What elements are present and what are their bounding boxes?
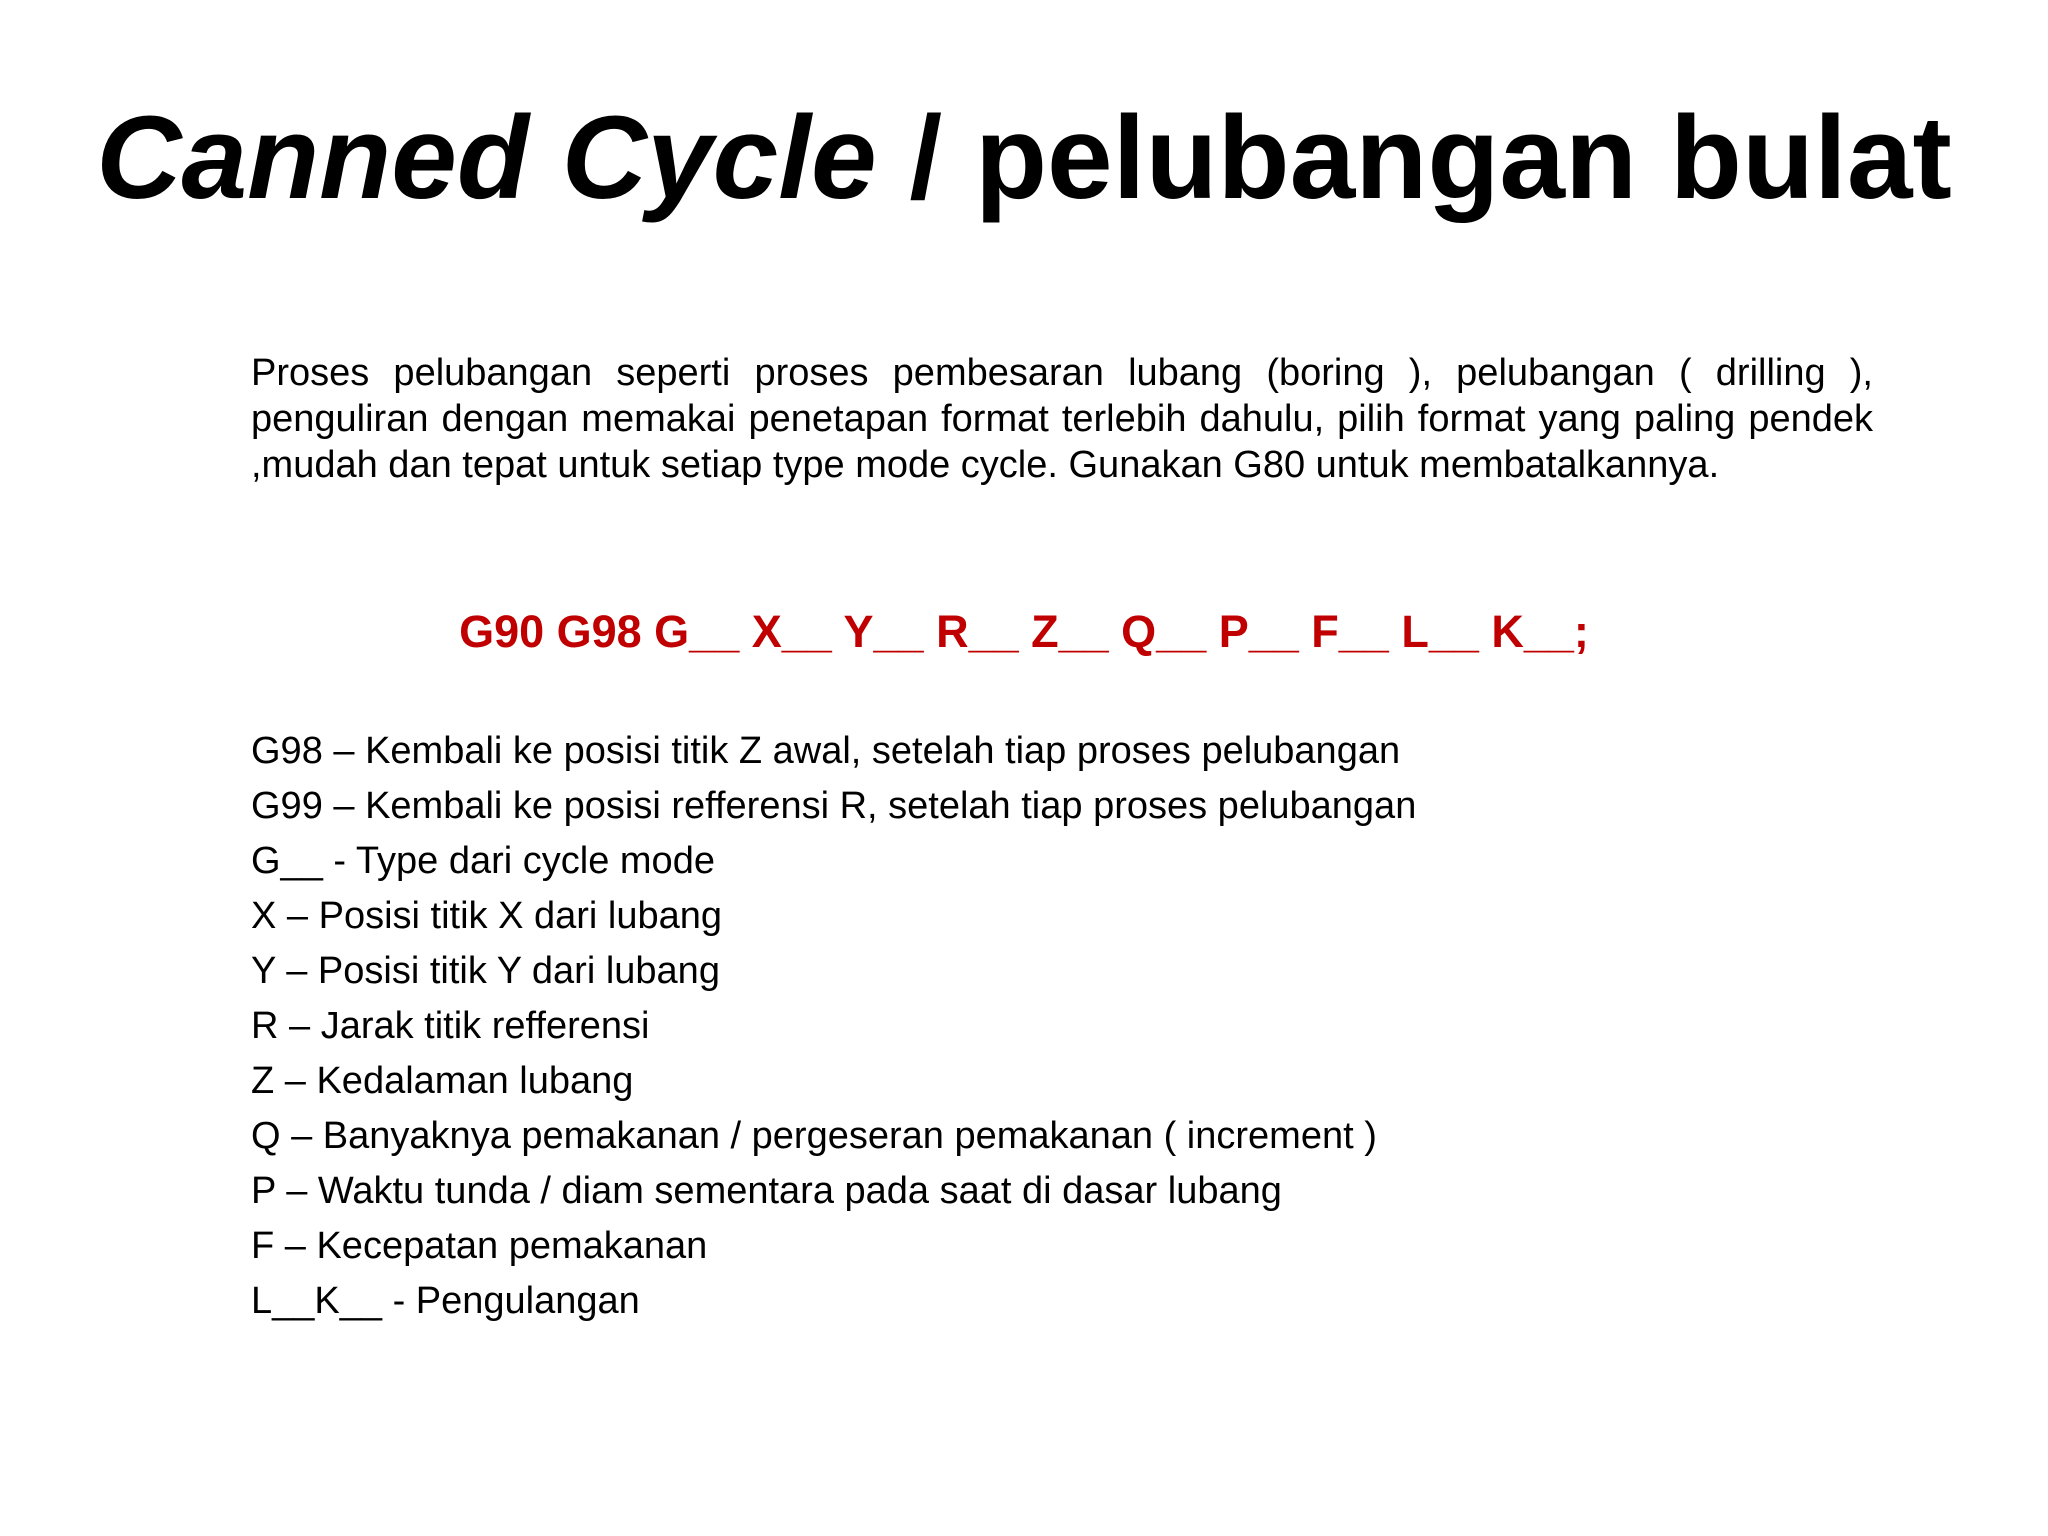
parameter-item: P – Waktu tunda / diam sementara pada saat di dasar lubang <box>251 1170 1282 1212</box>
parameter-list <box>251 724 1416 1329</box>
slide-title <box>0 88 2048 228</box>
parameter-item: Y – Posisi titik Y dari lubang <box>251 950 720 992</box>
parameter-item: G99 – Kembali ke posisi refferensi R, setelah tiap proses pelubangan <box>251 785 1417 827</box>
parameter-item: F – Kecepatan pemakanan <box>251 1225 708 1267</box>
slide-title-rest: / pelubangan bulat <box>876 92 1952 224</box>
parameter-item: Z – Kedalaman lubang <box>251 1060 634 1102</box>
slide-title-italic: Canned Cycle <box>96 92 877 224</box>
parameter-item: R – Jarak titik refferensi <box>251 1005 650 1047</box>
intro-paragraph: Proses pelubangan seperti proses pembesaran lubang (boring ), pelubangan ( drilling ), penguliran dengan memakai penetapan format terlebih dahulu, pilih format yang paling pendek ,mudah dan tepat untuk setiap type mode cycle. Gunakan G80 untuk membatalkannya. <box>251 352 1873 486</box>
parameter-item: Q – Banyaknya pemakanan / pergeseran pemakanan ( increment ) <box>251 1115 1377 1157</box>
parameter-item: X – Posisi titik X dari lubang <box>251 895 723 937</box>
parameter-item: L__K__ - Pengulangan <box>251 1280 640 1322</box>
format-line: G90 G98 G__ X__ Y__ R__ Z__ Q__ P__ F__ L__ K__; <box>459 606 1589 657</box>
parameter-item: G__ - Type dari cycle mode <box>251 840 715 882</box>
parameter-item: G98 – Kembali ke posisi titik Z awal, setelah tiap proses pelubangan <box>251 730 1401 772</box>
